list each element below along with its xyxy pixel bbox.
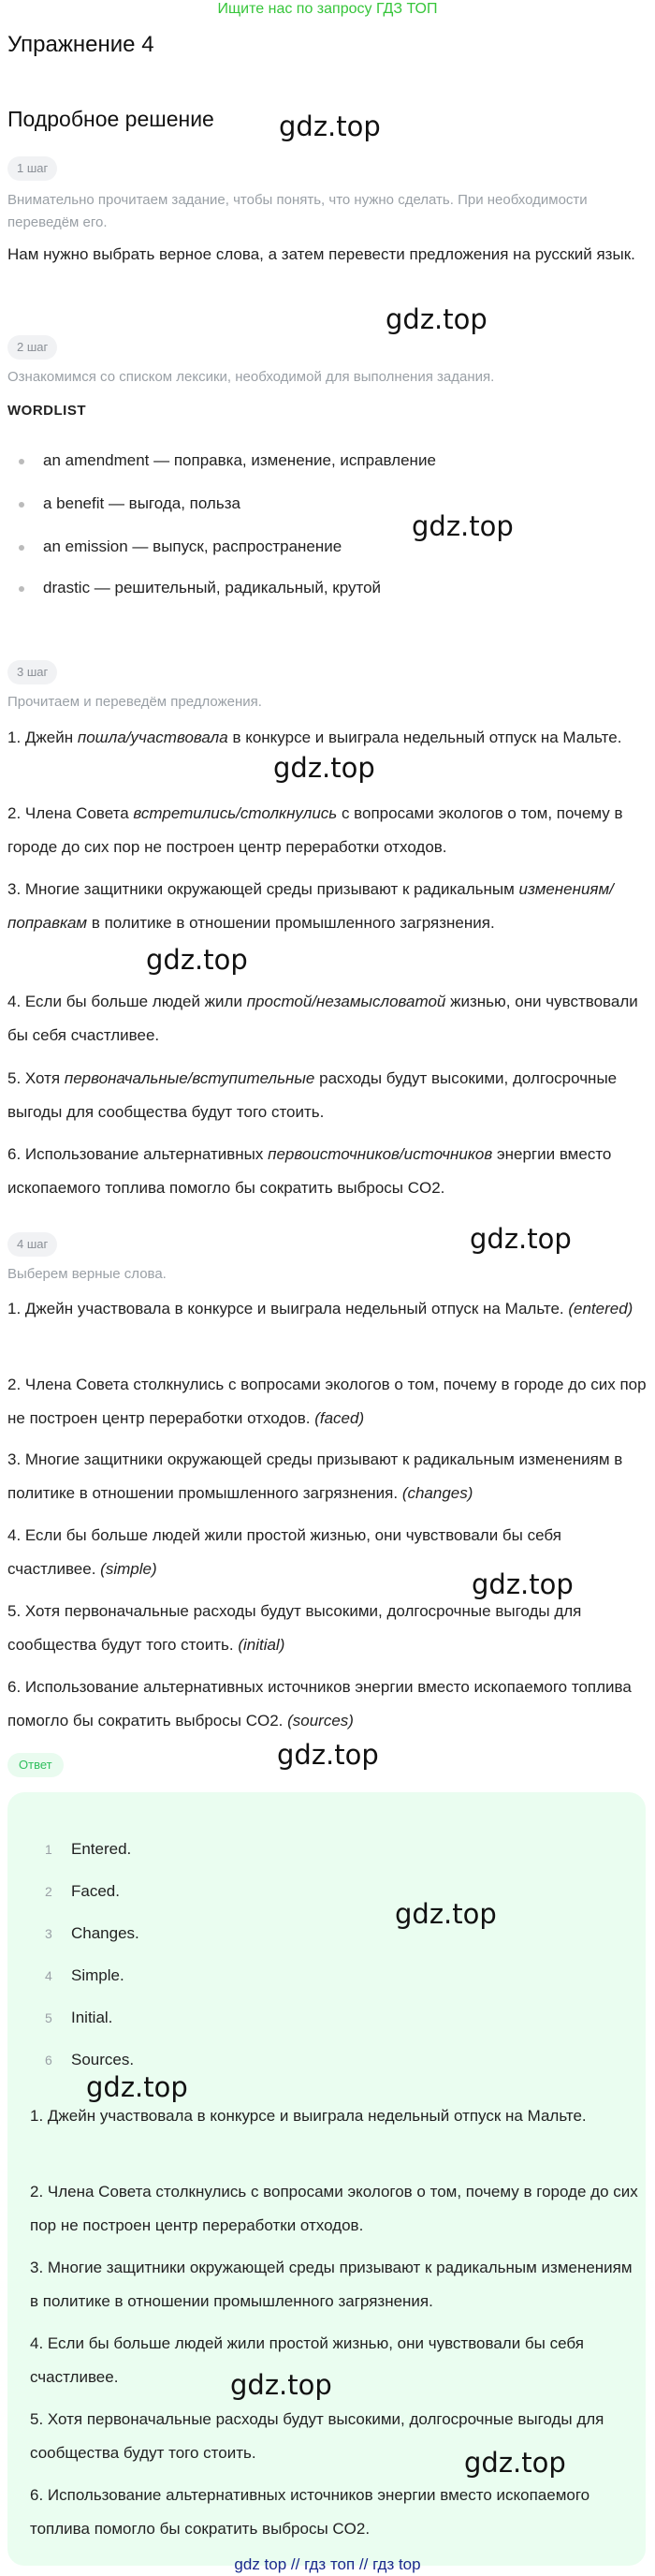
- step-hint: Внимательно прочитаем задание, чтобы понять, что нужно сделать. При необходимости переведём его.: [7, 192, 588, 230]
- sentence: 6. Использование альтернативных первоисточников/источников энергии вместо ископаемого топлива помогло бы сократить выбросы CO2.: [7, 1145, 612, 1197]
- answer-item: 6 Sources.: [45, 2051, 135, 2068]
- watermark: gdz.top: [412, 510, 514, 542]
- search-banner[interactable]: Ищите нас по запросу ГДЗ ТОП: [217, 1, 438, 17]
- step-text: Нам нужно выбрать верное слова, а затем перевести предложения на русский язык.: [7, 245, 635, 263]
- bullet-icon: [19, 502, 24, 508]
- step-badge: 3 шаг: [7, 660, 57, 684]
- sentence: 6. Использование альтернативных источников энергии вместо ископаемого топлива помогло бы сократить выбросы CO2. (sources): [7, 1678, 632, 1730]
- watermark: gdz.top: [86, 2071, 188, 2103]
- watermark: gdz.top: [146, 944, 248, 976]
- step-hint: Выберем верные слова.: [7, 1266, 167, 1282]
- bullet-icon: [19, 586, 24, 592]
- answer-item: 2 Faced.: [45, 1882, 120, 1900]
- watermark: gdz.top: [386, 303, 488, 335]
- answer-sentence: 4. Если бы больше людей жили простой жизнью, они чувствовали бы себя счастливее.: [30, 2334, 584, 2386]
- answer-sentence: 2. Члена Совета столкнулись с вопросами экологов о том, почему в городе до сих пор не построен центр переработки отходов.: [30, 2183, 638, 2234]
- sentence: 1. Джейн участвовала в конкурсе и выиграла недельный отпуск на Мальте. (entered): [7, 1300, 633, 1317]
- answer-label: Ответ: [7, 1753, 64, 1777]
- step-hint: Прочитаем и переведём предложения.: [7, 694, 262, 710]
- step-badge: 4 шаг: [7, 1232, 57, 1257]
- answer-item: 3 Changes.: [45, 1924, 139, 1942]
- watermark: gdz.top: [470, 1223, 572, 1255]
- answer-item: 4 Simple.: [45, 1966, 124, 1984]
- answer-item: 1 Entered.: [45, 1840, 132, 1858]
- answer-sentence: 3. Многие защитники окружающей среды призывают к радикальным изменениям в политике в отношении промышленного загрязнения.: [30, 2259, 633, 2310]
- page-title: Упражнение 4: [7, 32, 154, 57]
- step-hint: Ознакомимся со списком лексики, необходимой для выполнения задания.: [7, 369, 495, 385]
- step-badge: 1 шаг: [7, 156, 57, 181]
- section-title: Подробное решение: [7, 107, 214, 131]
- answer-sentence: 5. Хотя первоначальные расходы будут высокими, долгосрочные выгоды для сообщества будут того стоить.: [30, 2410, 604, 2462]
- sentence: 1. Джейн пошла/участвовала в конкурсе и выиграла недельный отпуск на Мальте.: [7, 729, 622, 746]
- sentence: 3. Многие защитники окружающей среды призывают к радикальным изменениям/поправкам в политике в отношении промышленного загрязнения.: [7, 880, 614, 932]
- watermark: gdz.top: [279, 110, 381, 142]
- wordlist-item: a benefit — выгода, польза: [19, 493, 240, 515]
- wordlist-item: an emission — выпуск, распространение: [19, 536, 342, 558]
- sentence: 3. Многие защитники окружающей среды призывают к радикальным изменениям в политике в отношении промышленного загрязнения. (changes): [7, 1450, 623, 1502]
- watermark: gdz.top: [277, 1739, 379, 1771]
- watermark: gdz.top: [230, 2369, 332, 2401]
- answer-sentence: 6. Использование альтернативных источников энергии вместо ископаемого топлива помогло бы сократить выбросы CO2.: [30, 2486, 590, 2538]
- wordlist-title: WORDLIST: [7, 403, 86, 419]
- answer-item: 5 Initial.: [45, 2009, 113, 2026]
- sentence: 5. Хотя первоначальные/вступительные расходы будут высокими, долгосрочные выгоды для сообщества будут того стоить.: [7, 1069, 618, 1121]
- watermark: gdz.top: [273, 752, 375, 784]
- watermark: gdz.top: [464, 2447, 566, 2479]
- step-badge: 2 шаг: [7, 335, 57, 360]
- sentence: 4. Если бы больше людей жили простой/незамысловатой жизнью, они чувствовали бы себя счастливее.: [7, 993, 638, 1044]
- watermark: gdz.top: [395, 1898, 497, 1930]
- answer-sentence: 1. Джейн участвовала в конкурсе и выиграла недельный отпуск на Мальте.: [30, 2107, 587, 2125]
- wordlist-item: an amendment — поправка, изменение, исправление: [19, 449, 436, 472]
- sentence: 2. Члена Совета встретились/столкнулись с вопросами экологов о том, почему в городе до сих пор не построен центр переработки отходов.: [7, 804, 623, 856]
- wordlist-item: drastic — решительный, радикальный, крутой: [19, 577, 381, 599]
- sentence: 4. Если бы больше людей жили простой жизнью, они чувствовали бы себя счастливее. (simple): [7, 1526, 561, 1578]
- sentence: 5. Хотя первоначальные расходы будут высокими, долгосрочные выгоды для сообщества будут того стоить. (initial): [7, 1602, 582, 1654]
- bullet-icon: [19, 545, 24, 551]
- footer-links[interactable]: gdz top // гдз топ // гдз top: [234, 2555, 421, 2573]
- watermark: gdz.top: [472, 1568, 574, 1600]
- bullet-icon: [19, 459, 24, 464]
- sentence: 2. Члена Совета столкнулись с вопросами экологов о том, почему в городе до сих пор не построен центр переработки отходов. (faced): [7, 1376, 647, 1427]
